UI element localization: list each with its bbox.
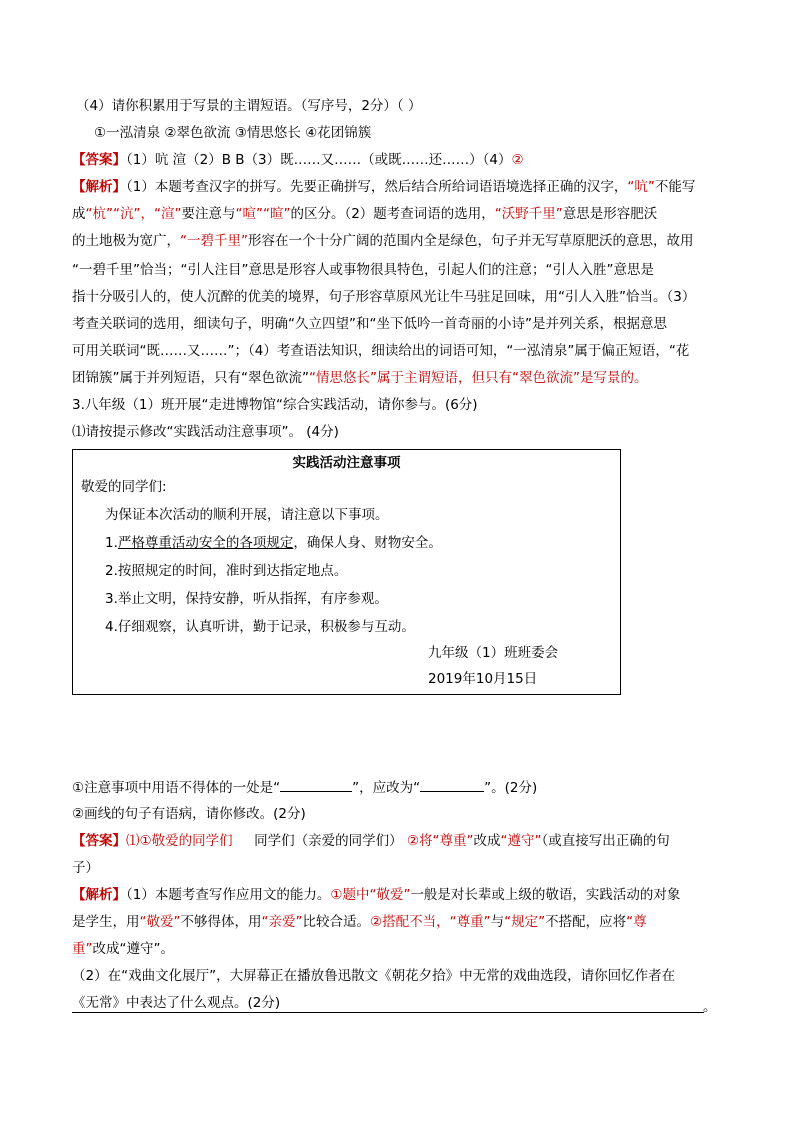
analysis-text: （1）本题考查写作应用文的能力。 (126, 887, 331, 903)
analysis-highlight: “一碧千里” (180, 233, 248, 249)
q3-heading: 3.八年级（1）班开展“走进博物馆“综合实践活动，请你参与。(6分) (72, 397, 478, 413)
answer-1-text: （1）吭 渲（2）B B（3）既……又……（或既……还……）（4） (126, 152, 512, 168)
q4-prompt: （4）请你积累用于写景的主谓短语。（写序号，2分）（ ） (76, 98, 422, 114)
analysis-highlight: 重” (72, 941, 93, 957)
q3-2-line-2: 《无常》中表达了什么观点。(2分) (72, 995, 281, 1011)
answer-highlight: ⑴①敬爱的同学们 (126, 833, 233, 849)
notice-item-1 (105, 533, 442, 553)
analysis-1-line-2 (72, 204, 657, 224)
analysis-text: 形容在一个十分广阔的范围内全是绿色，句子并无写草原肥沃的意思，故用 (248, 233, 694, 249)
notice-date: 2019年10月15日 (428, 671, 538, 687)
answer-tag: 【答案】 (72, 833, 126, 849)
analysis-text: （1）本题考查汉字的拼写。先要正确拼写，然后结合所给词语语境选择正确的汉字， (126, 179, 628, 195)
item-number: 1. (105, 535, 118, 551)
analysis-highlight: ①题中“敬爱” (330, 887, 411, 903)
analysis-text: 是学生，用 (72, 914, 140, 930)
analysis-text: 一般是对长辈或上级的敬语，实践活动的对象 (410, 887, 681, 903)
part-text: ”。(2分) (484, 780, 538, 796)
analysis-text: 成 (72, 206, 86, 222)
analysis-highlight: “吭” (627, 179, 655, 195)
q4-options: ①一泓清泉 ②翠色欲流 ③情思悠长 ④花团锦簇 (94, 125, 372, 141)
answer-text: 同学们（亲爱的同学们） (232, 833, 403, 849)
analysis-text: 团锦簇”属于并列短语，只有“翠色欲流” (72, 370, 309, 386)
analysis-text: 比较合适。 (302, 914, 370, 930)
analysis-2-line-1 (72, 885, 680, 905)
notice-title: 实践活动注意事项 (292, 455, 401, 471)
analysis-text: 不能写 (654, 179, 696, 195)
notice-intro: 为保证本次活动的顺利开展，请注意以下事项。 (105, 507, 389, 523)
analysis-text: 的土地极为宽广， (72, 233, 180, 249)
answer-highlight: ②将“尊重” (402, 833, 474, 849)
notice-salutation: 敬爱的同学们: (81, 479, 167, 495)
notice-signature: 九年级（1）班班委会 (428, 645, 559, 661)
analysis-highlight: “敬爱” (139, 914, 181, 930)
analysis-text: 的区分。（2）题考查词语的选用， (290, 206, 495, 222)
notice-item-2: 2.按照规定的时间，准时到达指定地点。 (105, 563, 348, 579)
analysis-1-line-3 (72, 231, 694, 251)
analysis-highlight: ②搭配不当，“尊重” (370, 914, 491, 930)
answer-text: 改成 (473, 833, 501, 849)
analysis-1-line-4: “一碧千里”恰当；“引人注目”意思是形容人或事物很具特色，引起人们的注意；“引人入胜”意思是 (72, 262, 654, 278)
notice-item-4: 4.仔细观察，认真听讲，勤于记录，积极参与互动。 (105, 619, 415, 635)
notice-box (72, 449, 621, 695)
analysis-highlight: “亲爱” (261, 914, 303, 930)
q3-sub1: ⑴请按提示修改“实践活动注意事项”。 (4分) (72, 424, 339, 440)
analysis-tag: 【解析】 (72, 887, 126, 903)
answer-line[interactable] (72, 1012, 704, 1013)
analysis-highlight: “尊 (626, 914, 647, 930)
analysis-1-line-5: 指十分吸引人的，使人沉醉的优美的境界，句子形容草原风光让牛马驻足回味，用“引人入胜”恰当。（3） (72, 289, 696, 305)
answer-1-choice: ② (511, 152, 524, 168)
answer-2-line-2: 子） (72, 860, 99, 876)
answer-highlight: “遵守” (500, 833, 542, 849)
item-text: ，确保人身、财物安全。 (293, 535, 442, 551)
answer-2 (72, 831, 670, 851)
answer-text: （或直接写出正确的句 (541, 833, 670, 849)
q3-part-2: ②画线的句子有语病，请你修改。(2分) (72, 806, 306, 822)
analysis-text: 不够得体，用 (180, 914, 262, 930)
q3-part-1 (72, 777, 537, 798)
analysis-1-line-6: 考查关联词的选用，细读句子，明确“久立四望”和“坐下低吟一首奇丽的小诗”是并列关系，根据意思 (72, 316, 667, 332)
notice-item-3: 3.举止文明，保持安静，听从指挥，有序参观。 (105, 591, 388, 607)
answer-tag: 【答案】 (72, 152, 126, 168)
analysis-text: 要注意与 (181, 206, 236, 222)
part-text: ”，应改为“ (352, 780, 421, 796)
blank-2[interactable] (420, 777, 484, 792)
analysis-2-line-2 (72, 912, 647, 932)
answer-line-end: 。 (703, 999, 717, 1015)
analysis-text: 与 (490, 914, 505, 930)
analysis-tag: 【解析】 (72, 179, 126, 195)
analysis-1-line-7: 可用关联词“既……又……”；（4）考查语法知识，细读给出的词语可知，“一泓清泉”属于偏正短语，“花 (72, 343, 690, 359)
blank-1[interactable] (280, 777, 352, 792)
analysis-1-line-8 (72, 368, 647, 388)
underlined-sentence: 严格尊重活动安全的各项规定 (117, 535, 294, 551)
analysis-text: 改成“遵守”。 (92, 941, 174, 957)
analysis-highlight: “沃野千里” (494, 206, 563, 222)
analysis-highlight: “杭”“沆”，“渲” (85, 206, 182, 222)
part-text: ①注意事项中用语不得体的一处是“ (72, 780, 281, 796)
analysis-text: 不搭配，应将 (545, 914, 627, 930)
analysis-highlight: “情思悠长”属于主谓短语，但只有“翠色欲流”是写景的。 (308, 370, 648, 386)
analysis-1-line-1 (72, 177, 695, 197)
analysis-highlight: “规定” (504, 914, 546, 930)
answer-1 (72, 150, 524, 170)
q3-2-line-1: （2）在“戏曲文化展厅”，大屏幕正在播放鲁迅散文《朝花夕拾》中无常的戏曲选段，请你回忆作者在 (72, 968, 676, 984)
analysis-2-line-3 (72, 939, 174, 959)
analysis-highlight: “喧”“暄” (235, 206, 291, 222)
analysis-text: 意思是形容肥沃 (562, 206, 658, 222)
